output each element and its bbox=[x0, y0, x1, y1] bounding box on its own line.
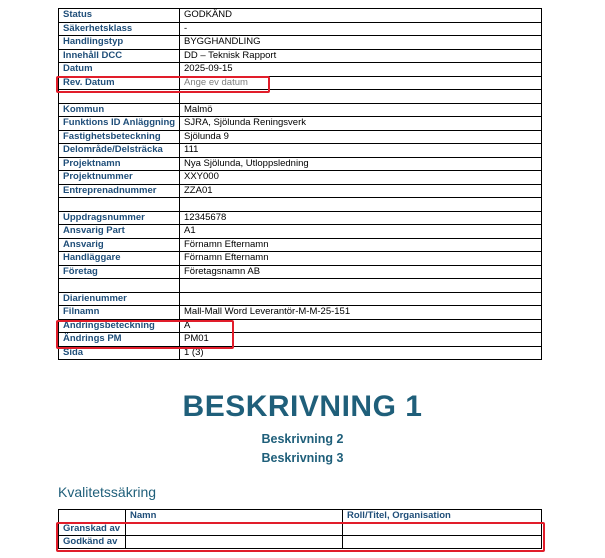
label-entreprenadnummer: Entreprenadnummer bbox=[59, 184, 180, 198]
value-kommun[interactable]: Malmö bbox=[180, 103, 542, 117]
label-uppdragsnummer: Uppdragsnummer bbox=[59, 211, 180, 225]
blank-row bbox=[59, 90, 542, 104]
value-status[interactable]: GODKÄND bbox=[180, 9, 542, 23]
table-row bbox=[59, 265, 542, 279]
table-row bbox=[59, 130, 542, 144]
label-delomrade: Delområde/Delsträcka bbox=[59, 144, 180, 158]
value-ansvarig[interactable]: Förnamn Efternamn bbox=[180, 238, 542, 252]
value-projektnamn[interactable]: Nya Sjölunda, Utloppsledning bbox=[180, 157, 542, 171]
row-label-godkand: Godkänd av bbox=[59, 536, 126, 549]
label-ansvarig-part: Ansvarig Part bbox=[59, 225, 180, 239]
label-handlaggare: Handläggare bbox=[59, 252, 180, 266]
value-projektnummer[interactable]: XXY000 bbox=[180, 171, 542, 185]
table-row bbox=[59, 76, 542, 90]
col-header-role: Roll/Titel, Organisation bbox=[343, 510, 542, 523]
table-row bbox=[59, 171, 542, 185]
document-metadata-table bbox=[58, 8, 542, 360]
table-row bbox=[59, 238, 542, 252]
table-row bbox=[59, 346, 542, 360]
label-handlingstyp: Handlingstyp bbox=[59, 36, 180, 50]
value-filnamn[interactable]: Mall-Mall Word Leverantör-M-M-25-151 bbox=[180, 306, 542, 320]
label-sida: Sida bbox=[59, 346, 180, 360]
value-sakerhetsklass[interactable]: - bbox=[180, 22, 542, 36]
table-row bbox=[59, 333, 542, 347]
blank-row bbox=[59, 279, 542, 293]
table-row bbox=[59, 292, 542, 306]
table-row bbox=[59, 225, 542, 239]
value-funktions-id[interactable]: SJRA, Sjölunda Reningsverk bbox=[180, 117, 542, 131]
value-uppdragsnummer[interactable]: 12345678 bbox=[180, 211, 542, 225]
label-fastighetsbeteckning: Fastighetsbeteckning bbox=[59, 130, 180, 144]
value-datum[interactable]: 2025-09-15 bbox=[180, 63, 542, 77]
label-diarienummer: Diarienummer bbox=[59, 292, 180, 306]
label-sakerhetsklass: Säkerhetsklass bbox=[59, 22, 180, 36]
table-row bbox=[59, 9, 542, 23]
label-projektnamn: Projektnamn bbox=[59, 157, 180, 171]
quality-heading: Kvalitetssäkring bbox=[58, 484, 157, 500]
granskad-name-cell[interactable] bbox=[126, 523, 343, 536]
label-filnamn: Filnamn bbox=[59, 306, 180, 320]
value-handlaggare[interactable]: Förnamn Efternamn bbox=[180, 252, 542, 266]
value-foretag[interactable]: Företagsnamn AB bbox=[180, 265, 542, 279]
label-status: Status bbox=[59, 9, 180, 23]
label-andrings-pm: Ändrings PM bbox=[59, 333, 180, 347]
value-diarienummer[interactable] bbox=[180, 292, 542, 306]
value-rev-datum[interactable]: Ange ev datum bbox=[180, 76, 542, 90]
table-row bbox=[59, 184, 542, 198]
value-andrings-pm[interactable]: PM01 bbox=[180, 333, 542, 347]
table-row bbox=[59, 103, 542, 117]
value-innehall-dcc[interactable]: DD – Teknisk Rapport bbox=[180, 49, 542, 63]
godkand-name-cell[interactable] bbox=[126, 536, 343, 549]
label-ansvarig: Ansvarig bbox=[59, 238, 180, 252]
document-title: BESKRIVNING 1 bbox=[182, 390, 423, 423]
table-row bbox=[59, 144, 542, 158]
table-row bbox=[59, 536, 542, 549]
col-header-name: Namn bbox=[126, 510, 343, 523]
label-andringsbeteckning: Ändringsbeteckning bbox=[59, 319, 180, 333]
granskad-role-cell[interactable] bbox=[343, 523, 542, 536]
value-ansvarig-part[interactable]: A1 bbox=[180, 225, 542, 239]
value-fastighetsbeteckning[interactable]: Sjölunda 9 bbox=[180, 130, 542, 144]
quality-table bbox=[58, 509, 542, 549]
label-foretag: Företag bbox=[59, 265, 180, 279]
table-row bbox=[59, 49, 542, 63]
table-row bbox=[59, 523, 542, 536]
table-row bbox=[59, 157, 542, 171]
table-row bbox=[59, 22, 542, 36]
label-kommun: Kommun bbox=[59, 103, 180, 117]
label-funktions-id: Funktions ID Anläggning bbox=[59, 117, 180, 131]
document-subtitle-2: Beskrivning 3 bbox=[261, 451, 344, 465]
value-entreprenadnummer[interactable]: ZZA01 bbox=[180, 184, 542, 198]
table-row bbox=[59, 252, 542, 266]
table-row bbox=[59, 63, 542, 77]
document-subtitle-1: Beskrivning 2 bbox=[261, 432, 344, 446]
table-row bbox=[59, 117, 542, 131]
table-row bbox=[59, 319, 542, 333]
row-label-granskad: Granskad av bbox=[59, 523, 126, 536]
blank-row bbox=[59, 198, 542, 212]
table-row bbox=[59, 36, 542, 50]
table-row bbox=[59, 510, 542, 523]
label-datum: Datum bbox=[59, 63, 180, 77]
value-andringsbeteckning[interactable]: A bbox=[180, 319, 542, 333]
value-sida[interactable]: 1 (3) bbox=[180, 346, 542, 360]
table-row bbox=[59, 211, 542, 225]
table-row bbox=[59, 306, 542, 320]
godkand-role-cell[interactable] bbox=[343, 536, 542, 549]
label-rev-datum: Rev. Datum bbox=[59, 76, 180, 90]
label-projektnummer: Projektnummer bbox=[59, 171, 180, 185]
value-handlingstyp[interactable]: BYGGHANDLING bbox=[180, 36, 542, 50]
value-delomrade[interactable]: 111 bbox=[180, 144, 542, 158]
label-innehall-dcc: Innehåll DCC bbox=[59, 49, 180, 63]
